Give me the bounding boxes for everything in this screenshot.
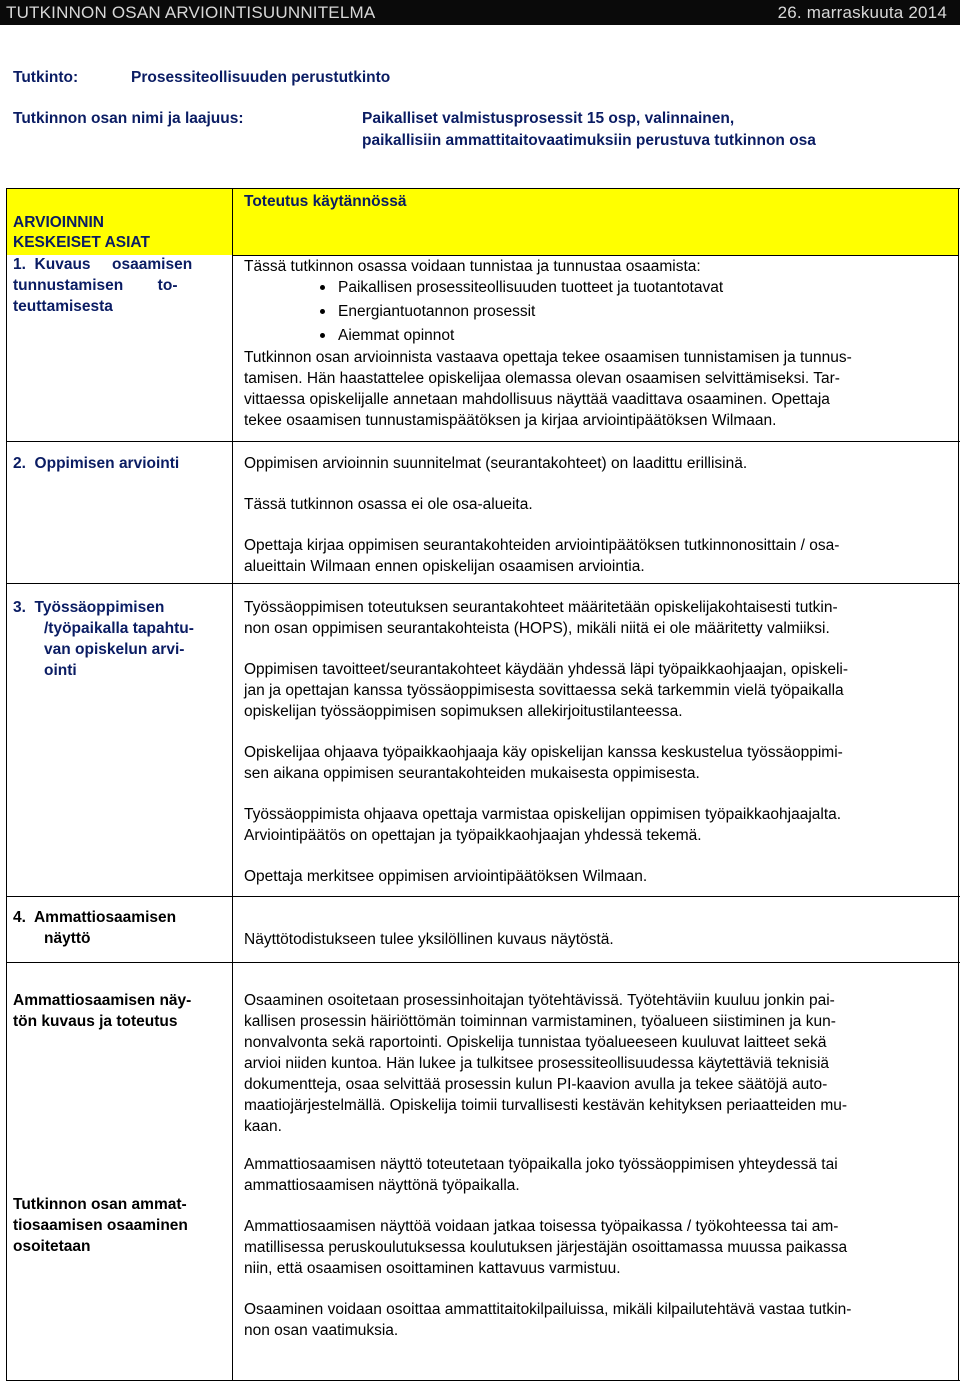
- section5-para2-line2: ammattiosaamisen näyttönä työpaikalla.: [244, 1177, 520, 1194]
- column-divider: [232, 188, 233, 1381]
- demo-description-label-line2: tön kuvaus ja toteutus: [13, 1013, 178, 1030]
- table-border-top: [6, 188, 960, 189]
- section3-para2-line3: opiskelijan työssäoppimisen sopimuksen allekirjoitustilanteessa.: [244, 703, 683, 720]
- part-label: Tutkinnon osan nimi ja laajuus:: [13, 110, 244, 127]
- section5-para1-line1: Osaaminen osoitetaan prosessinhoitajan työtehtävissä. Työtehtäviin kuuluu jonkin pai-: [244, 992, 835, 1009]
- section5-para4-line1: Osaaminen voidaan osoittaa ammattitaitokilpailuissa, mikäli kilpailutehtävä vastaa tutkin-: [244, 1301, 852, 1318]
- section5-para1-line7: kaan.: [244, 1118, 282, 1135]
- demo-description-label-line1: Ammattiosaamisen näy-: [13, 992, 192, 1009]
- section5-para1-line4: arvioi niiden kuntoa. Hän lukee ja tulkitsee prosessiteollisuudessa käytettäviä teknisiä: [244, 1055, 830, 1072]
- section5-para3-line1: Ammattiosaamisen näyttöä voidaan jatkaa toisessa työpaikassa / työkohteessa tai am-: [244, 1218, 839, 1235]
- section3-para1-line1: Työssäoppimisen toteutuksen seurantakohteet määritetään opiskelijakohtaisesti tutkin-: [244, 599, 838, 616]
- section3-para5: Opettaja merkitsee oppimisen arviointipäätöksen Wilmaan.: [244, 868, 648, 885]
- section3-label-line3: van opiskelun arvi-: [44, 641, 185, 658]
- row2-divider: [6, 583, 960, 584]
- section3-para4-line1: Työssäoppimista ohjaava opettaja varmistaa opiskelijan oppimisen työpaikkaohjaajalta.: [244, 806, 842, 823]
- demo-location-label-line1: Tutkinnon osan ammat-: [13, 1196, 187, 1213]
- bullet-icon: [320, 333, 325, 338]
- section5-para1-line3: nonvalvonta sekä raportointi. Opiskelija tunnistaa työalueeseen kuuluvat laitteet sekä: [244, 1034, 827, 1051]
- bullet-icon: [320, 309, 325, 314]
- degree-label: Tutkinto:: [13, 69, 79, 86]
- table-border-left: [6, 188, 7, 1381]
- row4-divider: [6, 962, 960, 963]
- section5-para1-line6: maatiojärjestelmällä. Opiskelija toimii turvallisesti kestävän kehityksen periaatteiden mu-: [244, 1097, 848, 1114]
- section1-intro: Tässä tutkinnon osassa voidaan tunnistaa ja tunnustaa osaamista:: [244, 258, 701, 275]
- section3-para2-line2: jan ja opettajan kanssa työssäoppimisesta sovittaessa sekä tarkemmin vielä työpaikalla: [244, 682, 844, 699]
- bullet-icon: [320, 285, 325, 290]
- criteria-heading-2: KESKEISET ASIAT: [13, 234, 150, 251]
- section3-para1-line2: non osan oppimisen seurantakohteista (HOPS), mikäli niitä ei ole määritetty valmiiksi.: [244, 620, 830, 637]
- section5-para4-line2: non osan vaatimuksia.: [244, 1322, 399, 1339]
- section5-para1-line2: kallisen prosessin häiriöttömän toiminnan varmistaminen, työalueen siistiminen ja kun-: [244, 1013, 836, 1030]
- section2-para2: Tässä tutkinnon osassa ei ole osa-alueita.: [244, 496, 533, 513]
- section2-label: 2. Oppimisen arviointi: [13, 455, 180, 472]
- table-border-bottom: [6, 1380, 960, 1381]
- degree-value: Prosessiteollisuuden perustutkinto: [131, 69, 391, 86]
- section3-label-line1: 3. Työssäoppimisen: [13, 599, 165, 616]
- document-title: TUTKINNON OSAN ARVIOINTISUUNNITELMA: [6, 3, 376, 22]
- page-header: [0, 0, 960, 25]
- section3-label-line4: ointi: [44, 662, 77, 679]
- section2-para3-line2: alueittain Wilmaan ennen opiskelijan osaamisen arviointia.: [244, 558, 645, 575]
- section1-para-line2: tamisen. Hän haastattelee opiskelijaa olemassa olevan osaamisen selvittämiseksi. Tar-: [244, 370, 840, 387]
- section3-para3-line2: sen aikana oppimisen seurantakohteiden mukaisesta oppimisesta.: [244, 765, 700, 782]
- section1-label-line1: 1. Kuvaus osaamisen: [13, 256, 193, 273]
- section5-para1-line5: dokumentteja, osaa selvittää prosessin kulun PI-kaavion avulla ja tekee säätöjä auto-: [244, 1076, 828, 1093]
- part-value-line2: paikallisiin ammattitaitovaatimuksiin perustuva tutkinnon osa: [362, 132, 816, 149]
- row1-divider: [6, 441, 960, 442]
- section2-para3-line1: Opettaja kirjaa oppimisen seurantakohteiden arviointipäätöksen tutkinnonosittain / osa-: [244, 537, 840, 554]
- section2-para1: Oppimisen arvioinnin suunnitelmat (seurantakohteet) on laadittu erillisinä.: [244, 455, 748, 472]
- demo-location-label-line3: osoitetaan: [13, 1238, 91, 1255]
- section5-para3-line3: niin, että osaamisen osoittaminen kattavuus varmistuu.: [244, 1260, 621, 1277]
- section1-label-line3: teuttamisesta: [13, 298, 113, 315]
- section1-para-line1: Tutkinnon osan arvioinnista vastaava opettaja tekee osaamisen tunnistamisen ja tunnus-: [244, 349, 852, 366]
- section5-para3-line2: matillisessa peruskoulutuksessa koulutuksen järjestäjän osoittamassa muussa paikassa: [244, 1239, 848, 1256]
- section3-label-line2: /työpaikalla tapahtu-: [44, 620, 194, 637]
- document-date: 26. marraskuuta 2014: [777, 3, 947, 22]
- section4-para1: Näyttötodistukseen tulee yksilöllinen kuvaus näytöstä.: [244, 931, 614, 948]
- row3-divider: [6, 896, 960, 897]
- section4-label-line1: 4. Ammattiosaamisen: [13, 909, 177, 926]
- demo-location-label-line2: tiosaamisen osaaminen: [13, 1217, 188, 1234]
- section5-para2-line1: Ammattiosaamisen näyttö toteutetaan työpaikalla joko työssäoppimisen yhteydessä tai: [244, 1156, 838, 1173]
- section4-label-line2: näyttö: [44, 930, 91, 947]
- part-value-line1: Paikalliset valmistusprosessit 15 osp, valinnainen,: [362, 110, 735, 127]
- section1-label-line2: tunnustamisen to-: [13, 277, 178, 294]
- section3-para2-line1: Oppimisen tavoitteet/seurantakohteet käydään yhdessä läpi työpaikkaohjaajan, opiskeli-: [244, 661, 849, 678]
- section3-para3-line1: Opiskelijaa ohjaava työpaikkaohjaaja käy opiskelijan kanssa keskustelua työssäoppimi-: [244, 744, 843, 761]
- criteria-heading-1: ARVIOINNIN: [13, 214, 105, 231]
- section1-para-line4: tekee osaamisen tunnustamispäätöksen ja kirjaa arviointipäätöksen Wilmaan.: [244, 412, 777, 429]
- list-item: Energiantuotannon prosessit: [338, 300, 723, 324]
- implementation-heading: Toteutus käytännössä: [244, 193, 407, 210]
- section1-para-line3: vittaessa opiskelijalle annetaan mahdollisuus näyttää vaadittava osaaminen. Opettaja: [244, 391, 830, 408]
- list-item: Aiemmat opinnot: [338, 324, 723, 348]
- section1-bullet-list: [338, 276, 723, 348]
- table-border-right: [958, 188, 959, 1381]
- section3-para4-line2: Arviointipäätös on opettajan ja työpaikkaohjaajan yhdessä tekemä.: [244, 827, 702, 844]
- list-item: Paikallisen prosessiteollisuuden tuotteet ja tuotantotavat: [338, 276, 723, 300]
